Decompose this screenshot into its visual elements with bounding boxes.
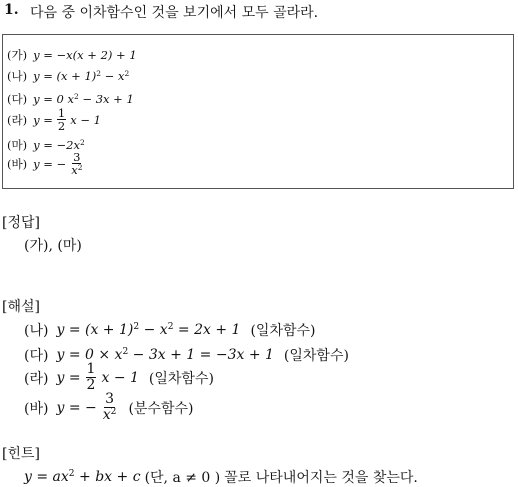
- choice-expression: y = 0 $x^2 - 3x + 1$: [33, 91, 134, 106]
- line-expression: y =: [56, 369, 81, 386]
- choice-expression: y = −: [33, 156, 67, 171]
- hint-text: 꼴로 나타내어지는 것을 찾는다.: [224, 470, 418, 486]
- line-expression: y = −: [56, 399, 97, 416]
- line-note: (분수함수): [128, 400, 194, 417]
- choice-na: [7, 68, 129, 84]
- line-label: (다): [24, 348, 49, 364]
- explanation-line-na: [24, 320, 316, 340]
- hint-condition: (단, a ≠ 0 ): [144, 470, 221, 486]
- hint-line: [24, 467, 418, 487]
- choice-expression: y = −x(x + 2) + 1: [33, 48, 137, 62]
- explanation-heading: [해설]: [2, 299, 40, 315]
- choice-label: (다): [7, 92, 28, 106]
- choice-expression: y =: [33, 112, 53, 127]
- explanation-line-ra: [24, 362, 214, 393]
- choice-label: (가): [7, 48, 28, 62]
- explanation-line-ba: [24, 392, 193, 423]
- question-number: 1.: [4, 2, 19, 18]
- fraction: $\frac{1}{2}$: [86, 361, 96, 393]
- line-expression: $y = 0 \times x^2 - 3x + 1 = -3x + 1$: [56, 347, 274, 363]
- fraction: $\frac{1}{2}$: [57, 106, 66, 134]
- answer-text: (가), (마): [24, 238, 82, 254]
- line-note: (일차함수): [148, 370, 214, 387]
- question-text: 다음 중 이차함수인 것을 보기에서 모두 골라라.: [30, 5, 319, 21]
- choice-ga: [7, 47, 137, 63]
- line-label: (나): [24, 323, 49, 339]
- choice-ra: [7, 107, 101, 133]
- fraction: $\frac{3}{x^2}$: [71, 150, 83, 178]
- choice-label: (라): [7, 112, 28, 127]
- line-note: (일차함수): [250, 323, 316, 339]
- choice-da: [7, 91, 134, 107]
- choice-expression: $y = -2x^2$: [33, 137, 85, 152]
- choice-label: (나): [7, 69, 28, 83]
- choice-label: (바): [7, 156, 28, 171]
- fraction: $\frac{3}{x^2}$: [102, 391, 117, 423]
- line-expression-tail: x − 1: [101, 369, 139, 386]
- choice-expression-tail: x − 1: [70, 112, 101, 127]
- line-label: (라): [24, 370, 49, 387]
- choice-label: (마): [7, 138, 28, 152]
- line-label: (바): [24, 400, 49, 417]
- choice-ba: [7, 151, 84, 177]
- choice-expression: $y = (x + 1)^2 - x^2$: [33, 68, 130, 83]
- answer-heading: [정답]: [2, 215, 40, 231]
- hint-expression: $y = ax^2$ + bx + c: [24, 469, 141, 485]
- line-note: (일차함수): [283, 348, 349, 364]
- choices-box: [2, 34, 514, 189]
- line-expression: $y = (x + 1)^2 - x^2 = 2x + 1$: [56, 322, 241, 338]
- hint-heading: [힌트]: [2, 446, 40, 462]
